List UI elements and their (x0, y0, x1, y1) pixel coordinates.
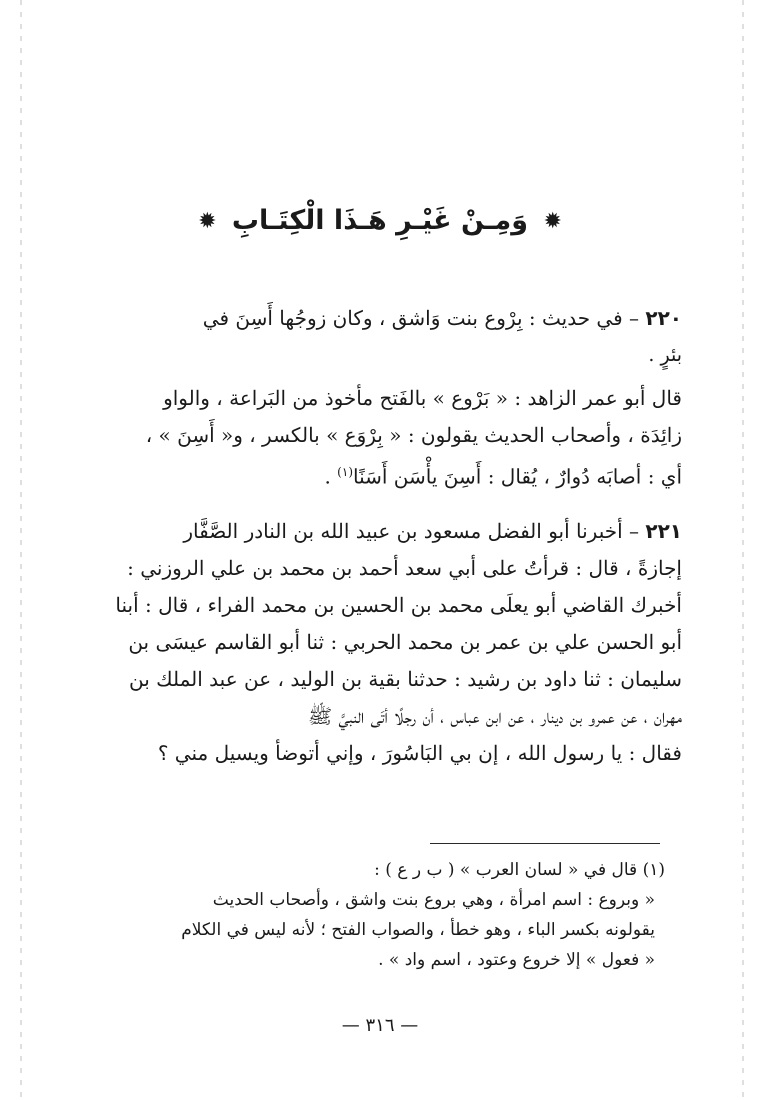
ornament-star-icon: ✹ (198, 209, 217, 234)
footnote-1-line-3: « فعول » إلا خروع وعتود ، اسم واد » . (378, 950, 655, 970)
entry-220 (82, 300, 682, 491)
footnote-1-heading: (١) قال في « لسان العرب » ( ب ر ع ) : (374, 860, 665, 880)
entry-220-line-4: زائِدَة ، وأصحاب الحديث يقولون : « بِرْوَع » بالكسر ، و« أَسِنَ » ، (145, 423, 682, 447)
ornament-star-icon: ✹ (543, 209, 562, 234)
entry-220-line-2: بئرٍ . (648, 344, 682, 366)
entry-221-line-1 (82, 513, 682, 550)
entry-220-line-1 (82, 300, 682, 337)
entry-number: ٢٢٠ (645, 306, 682, 330)
footnote-separator (430, 843, 660, 844)
entry-221-line-7: فقال : يا رسول الله ، إن بي البَاسُورَ ، وإني أتوضأ ويسيل مني ؟ (157, 741, 682, 765)
page-number: — ٣١٦ — (341, 1015, 419, 1036)
footnote-1-line-1: « وبروع : اسم امرأة ، وهي بروع بنت واشق ، وأصحاب الحديث (212, 890, 655, 910)
entry-221-line-2: إجازةً ، قال : قرأتُ على أبي سعد أحمد بن محمد بن علي الروزني : (127, 556, 682, 580)
left-margin-guide (20, 0, 22, 1100)
footnote-reference: (١) (337, 465, 353, 479)
entry-221-line-4: أبو الحسن علي بن عمر بن محمد الحربي : ثنا أبو القاسم عيسَى بن (128, 630, 682, 654)
entry-number: ٢٢١ (645, 519, 682, 543)
entry-text: – في حديث : بِرْوع بنت وَاشق ، وكان زوجُها أَسِنَ في (202, 306, 646, 330)
section-heading (130, 205, 630, 236)
entry-220-line-3: قال أبو عمر الزاهد : « بَرْوع » بالفَتح مأخوذ من البَراعة ، والواو (163, 386, 682, 410)
right-margin-guide (742, 0, 744, 1100)
entry-221-line-6: مهران ، عن عمرو بن دينار ، عن ابن عباس ، أن رجلًا أتَى النبيَّ ﷺ (307, 704, 682, 728)
entry-221 (82, 513, 682, 772)
entry-221-line-3: أخبرك القاضي أبو يعلَى محمد بن الحسين بن محمد الفراء ، قال : أبنا (115, 593, 682, 617)
entry-text: – أخبرنا أبو الفضل مسعود بن عبيد الله بن النادر الصَّفَّار (183, 519, 646, 543)
entry-text: أي : أصابَه دُوارٌ ، يُقال : أَسِنَ يأْسَن أَسَنًا (353, 464, 682, 489)
entry-text-end: . (324, 464, 338, 489)
footnotes (85, 855, 665, 975)
footnote-1-line-2: يقولونه بكسر الباء ، وهو خطأ ، والصواب الفتح ؛ لأنه ليس في الكلام (181, 920, 655, 940)
entry-220-line-5 (82, 454, 682, 491)
section-heading-text: وَمِـنْ غَيْـرِ هَـذَا الْكِتَـابِ (231, 205, 529, 236)
entry-221-line-5: سليمان : ثنا داود بن رشيد : حدثنا بقية بن الوليد ، عن عبد الملك بن (128, 667, 682, 691)
